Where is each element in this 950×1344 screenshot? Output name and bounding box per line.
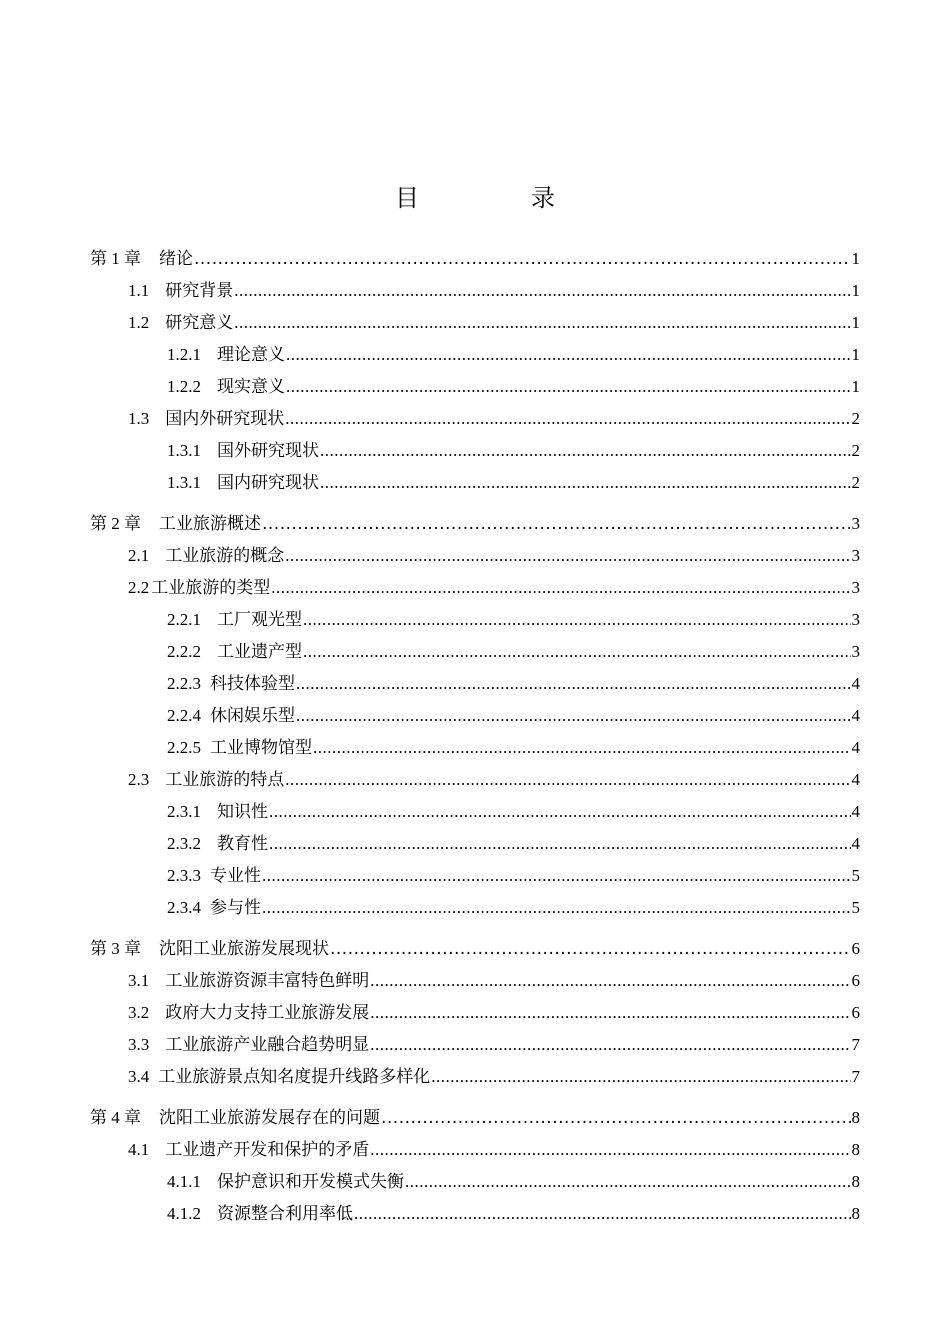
toc-entry[interactable] bbox=[90, 933, 860, 965]
dot-leader bbox=[234, 307, 850, 339]
dot-leader bbox=[303, 604, 851, 636]
toc-entry-number: 2.2.2 bbox=[167, 642, 201, 661]
toc-entry-page: 8 bbox=[851, 1140, 860, 1159]
toc-entry-page: 1 bbox=[851, 345, 860, 364]
dot-leader bbox=[262, 860, 851, 892]
toc-entry-page: 1 bbox=[851, 281, 860, 300]
dot-leader bbox=[370, 997, 850, 1029]
toc-entry-number: 1.2 bbox=[128, 313, 150, 332]
toc-entry-number: 第 4 章 bbox=[90, 1108, 141, 1127]
toc-entry[interactable] bbox=[90, 700, 860, 732]
toc-entry[interactable] bbox=[90, 1198, 860, 1230]
toc-entry[interactable] bbox=[90, 604, 860, 636]
toc-entry-number: 2.2.4 bbox=[167, 706, 201, 725]
toc-entry[interactable] bbox=[90, 508, 860, 540]
toc-entry-text: 工业博物馆型 bbox=[210, 738, 312, 757]
dot-leader bbox=[296, 700, 851, 732]
toc-entry[interactable] bbox=[90, 540, 860, 572]
toc-entry-page: 3 bbox=[851, 610, 860, 629]
dot-leader bbox=[262, 508, 851, 540]
toc-entry-page: 3 bbox=[851, 514, 860, 533]
toc-entry-page: 1 bbox=[851, 249, 860, 268]
toc-entry[interactable] bbox=[90, 371, 860, 403]
toc-entry[interactable] bbox=[90, 732, 860, 764]
dot-leader bbox=[286, 371, 851, 403]
toc-entry[interactable] bbox=[90, 860, 860, 892]
dot-leader bbox=[296, 668, 851, 700]
dot-leader bbox=[370, 1134, 850, 1166]
toc-entry-text: 工业旅游的概念 bbox=[165, 546, 285, 565]
toc-entry-text: 研究背景 bbox=[165, 281, 234, 300]
toc-entry-number: 2.3.1 bbox=[167, 802, 201, 821]
toc-entry-number: 1.2.1 bbox=[167, 345, 201, 364]
dot-leader bbox=[303, 636, 851, 668]
toc-entry-text: 国内研究现状 bbox=[217, 473, 319, 492]
toc-entry-number: 2.3 bbox=[128, 770, 150, 789]
toc-entry-page: 4 bbox=[851, 834, 860, 853]
dot-leader bbox=[269, 796, 851, 828]
toc-entry-text: 工业遗产开发和保护的矛盾 bbox=[165, 1140, 370, 1159]
table-of-contents bbox=[90, 243, 860, 1230]
toc-entry-page: 4 bbox=[851, 770, 860, 789]
toc-entry-page: 4 bbox=[851, 738, 860, 757]
toc-entry-page: 5 bbox=[851, 866, 860, 885]
toc-entry-number: 2.2 bbox=[128, 578, 150, 597]
toc-entry-number: 1.3.1 bbox=[167, 473, 201, 492]
toc-entry-number: 2.3.3 bbox=[167, 866, 201, 885]
dot-leader bbox=[381, 1102, 851, 1134]
toc-entry[interactable] bbox=[90, 965, 860, 997]
toc-entry-text: 休闲娱乐型 bbox=[210, 706, 295, 725]
toc-entry-number: 4.1.2 bbox=[167, 1204, 201, 1223]
toc-entry-text: 绪论 bbox=[159, 249, 193, 269]
toc-entry[interactable] bbox=[90, 1134, 860, 1166]
toc-entry-page: 2 bbox=[851, 441, 860, 460]
toc-title: 目 录 bbox=[395, 184, 599, 212]
toc-entry-number: 第 2 章 bbox=[90, 514, 141, 533]
dot-leader bbox=[405, 1166, 851, 1198]
toc-entry[interactable] bbox=[90, 1166, 860, 1198]
toc-entry[interactable] bbox=[90, 997, 860, 1029]
dot-leader bbox=[234, 275, 850, 307]
toc-entry-page: 7 bbox=[851, 1035, 860, 1054]
toc-entry-number: 3.4 bbox=[128, 1067, 150, 1086]
toc-entry[interactable] bbox=[90, 1102, 860, 1134]
toc-entry-number: 2.3.2 bbox=[167, 834, 201, 853]
toc-entry-text: 工业旅游概述 bbox=[159, 514, 261, 534]
toc-entry[interactable] bbox=[90, 435, 860, 467]
toc-entry-number: 2.2.1 bbox=[167, 610, 201, 629]
toc-entry-number: 2.2.3 bbox=[167, 674, 201, 693]
toc-entry[interactable] bbox=[90, 403, 860, 435]
toc-entry-text: 教育性 bbox=[217, 834, 268, 853]
dot-leader bbox=[262, 892, 851, 924]
toc-entry-text: 保护意识和开发模式失衡 bbox=[217, 1172, 404, 1191]
toc-entry[interactable] bbox=[90, 339, 860, 371]
dot-leader bbox=[269, 828, 851, 860]
toc-entry-page: 5 bbox=[851, 898, 860, 917]
toc-entry[interactable] bbox=[90, 764, 860, 796]
toc-entry-page: 4 bbox=[851, 674, 860, 693]
toc-entry-page: 6 bbox=[851, 1003, 860, 1022]
toc-entry-text: 沈阳工业旅游发展现状 bbox=[159, 939, 329, 959]
toc-entry[interactable] bbox=[90, 636, 860, 668]
dot-leader bbox=[313, 732, 851, 764]
toc-entry[interactable] bbox=[90, 892, 860, 924]
toc-entry-text: 理论意义 bbox=[217, 345, 285, 364]
toc-entry[interactable] bbox=[90, 467, 860, 499]
toc-entry-text: 研究意义 bbox=[165, 313, 234, 332]
toc-entry-text: 工业旅游资源丰富特色鲜明 bbox=[165, 971, 370, 990]
toc-entry[interactable] bbox=[90, 796, 860, 828]
toc-entry-text: 工业旅游产业融合趋势明显 bbox=[165, 1035, 370, 1054]
toc-entry-text: 沈阳工业旅游发展存在的问题 bbox=[159, 1108, 380, 1128]
toc-entry-text: 工厂观光型 bbox=[217, 610, 302, 629]
toc-entry-page: 8 bbox=[851, 1108, 860, 1127]
toc-entry-text: 资源整合利用率低 bbox=[217, 1204, 353, 1223]
toc-entry-text: 国外研究现状 bbox=[217, 441, 319, 460]
dot-leader bbox=[285, 403, 850, 435]
toc-entry-number: 2.3.4 bbox=[167, 898, 201, 917]
dot-leader bbox=[271, 572, 850, 604]
toc-entry[interactable] bbox=[90, 828, 860, 860]
dot-leader bbox=[370, 1029, 850, 1061]
toc-entry-page: 2 bbox=[851, 473, 860, 492]
dot-leader bbox=[320, 467, 851, 499]
toc-entry-text: 工业旅游的特点 bbox=[165, 770, 285, 789]
toc-entry[interactable] bbox=[90, 1061, 860, 1093]
toc-entry-number: 第 3 章 bbox=[90, 939, 141, 958]
toc-entry-text: 工业遗产型 bbox=[217, 642, 302, 661]
toc-entry-text: 专业性 bbox=[210, 866, 261, 885]
toc-entry-page: 3 bbox=[851, 578, 860, 597]
toc-entry-number: 1.1 bbox=[128, 281, 150, 300]
toc-entry-text: 现实意义 bbox=[217, 377, 285, 396]
dot-leader bbox=[285, 764, 850, 796]
toc-entry-page: 7 bbox=[851, 1067, 860, 1086]
toc-entry-page: 4 bbox=[851, 802, 860, 821]
toc-entry-page: 1 bbox=[851, 377, 860, 396]
toc-entry-text: 工业旅游景点知名度提升线路多样化 bbox=[158, 1067, 431, 1086]
toc-entry[interactable] bbox=[90, 572, 860, 604]
toc-entry[interactable] bbox=[90, 307, 860, 339]
toc-entry-text: 政府大力支持工业旅游发展 bbox=[165, 1003, 370, 1022]
toc-entry[interactable] bbox=[90, 243, 860, 275]
dot-leader bbox=[370, 965, 850, 997]
toc-entry-number: 3.1 bbox=[128, 971, 150, 990]
toc-entry-number: 1.3 bbox=[128, 409, 150, 428]
toc-entry[interactable] bbox=[90, 275, 860, 307]
toc-entry-page: 3 bbox=[851, 642, 860, 661]
toc-entry-number: 第 1 章 bbox=[90, 249, 141, 268]
dot-leader bbox=[194, 243, 851, 275]
dot-leader bbox=[431, 1061, 850, 1093]
toc-entry[interactable] bbox=[90, 668, 860, 700]
toc-entry-text: 科技体验型 bbox=[210, 674, 295, 693]
toc-entry-page: 8 bbox=[851, 1204, 860, 1223]
toc-entry-text: 工业旅游的类型 bbox=[151, 578, 271, 597]
toc-entry-page: 4 bbox=[851, 706, 860, 725]
toc-entry-number: 3.3 bbox=[128, 1035, 150, 1054]
toc-entry-number: 2.2.5 bbox=[167, 738, 201, 757]
dot-leader bbox=[286, 339, 851, 371]
toc-entry[interactable] bbox=[90, 1029, 860, 1061]
toc-entry-number: 2.1 bbox=[128, 546, 150, 565]
dot-leader bbox=[330, 933, 851, 965]
toc-entry-number: 3.2 bbox=[128, 1003, 150, 1022]
toc-entry-page: 6 bbox=[851, 971, 860, 990]
toc-entry-text: 知识性 bbox=[217, 802, 268, 821]
toc-entry-number: 1.3.1 bbox=[167, 441, 201, 460]
toc-entry-page: 6 bbox=[851, 939, 860, 958]
dot-leader bbox=[320, 435, 851, 467]
toc-entry-number: 1.2.2 bbox=[167, 377, 201, 396]
toc-entry-page: 8 bbox=[851, 1172, 860, 1191]
toc-entry-page: 3 bbox=[851, 546, 860, 565]
toc-entry-text: 参与性 bbox=[210, 898, 261, 917]
toc-entry-page: 1 bbox=[851, 313, 860, 332]
dot-leader bbox=[285, 540, 850, 572]
toc-entry-page: 2 bbox=[851, 409, 860, 428]
toc-entry-number: 4.1.1 bbox=[167, 1172, 201, 1191]
toc-entry-number: 4.1 bbox=[128, 1140, 150, 1159]
toc-entry-text: 国内外研究现状 bbox=[165, 409, 285, 428]
dot-leader bbox=[354, 1198, 851, 1230]
